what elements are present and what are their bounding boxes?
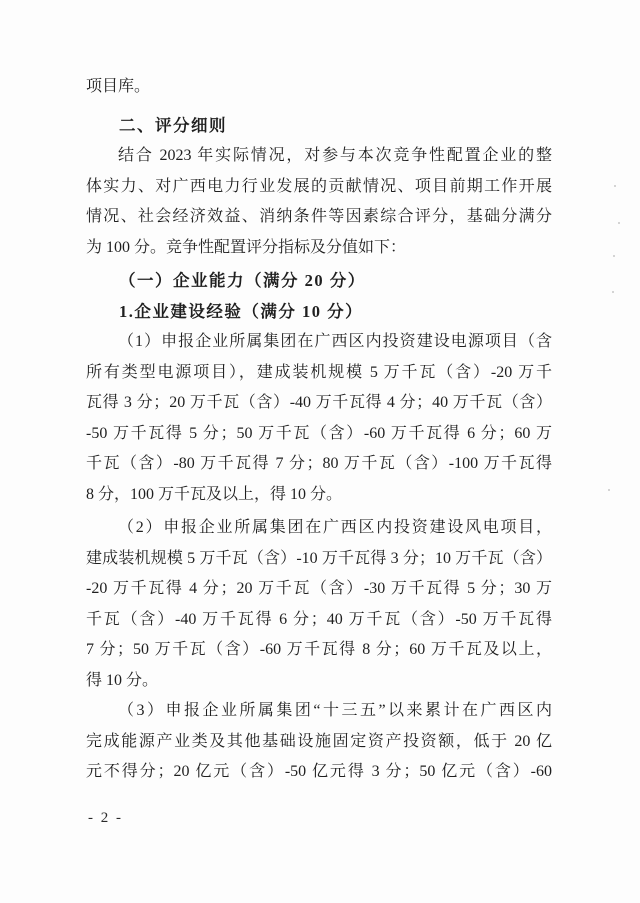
scan-noise-dot [613, 255, 615, 257]
paragraph-item-1 [86, 327, 552, 510]
sub-heading-text: 1.企业建设经验（满分 10 分） [119, 301, 364, 321]
text-line: 瓦得 3 分；20 万千瓦（含）-40 万千瓦得 4 分；40 万千瓦（含） [86, 394, 552, 411]
text-line: （1）申报企业所属集团在广西区内投资建设电源项目（含 [118, 333, 552, 350]
text-line: （3）申报企业所属集团“十三五”以来累计在广西区内 [118, 702, 552, 719]
text-line: 情况、社会经济效益、消纳条件等因素综合评分，基础分满分 [86, 208, 552, 225]
text-line: 结合 2023 年实际情况，对参与本次竞争性配置企业的整 [118, 147, 552, 164]
text-line: 为 100 分。竞争性配置评分指标及分值如下： [86, 238, 407, 256]
text-line: 完成能源产业类及其他基础设施固定资产投资额，低于 20 亿 [86, 732, 552, 750]
text-line: -50 万千瓦得 5 分；50 万千瓦（含）-60 万千瓦得 6 分；60 万 [86, 424, 552, 442]
sub-heading-enterprise-capability [86, 266, 552, 297]
paragraph-intro [86, 141, 552, 263]
section-heading-text: 二、评分细则 [119, 115, 227, 135]
text-line: 项目库。 [86, 78, 151, 95]
paragraph-item-3 [86, 696, 552, 788]
page-number: - 2 - [88, 810, 123, 826]
text-line: 体实力、对广西电力行业发展的贡献情况、项目前期工作开展 [86, 177, 552, 195]
paragraph-continuation [86, 72, 552, 103]
paragraph-item-2 [86, 513, 552, 696]
document-body [86, 72, 552, 788]
text-line: 千瓦（含）-80 万千瓦得 7 分；80 万千瓦（含）-100 万千瓦得 [86, 455, 552, 472]
text-line: -20 万千瓦得 4 分；20 万千瓦（含）-30 万千瓦得 5 分；30 万 [86, 580, 552, 597]
scan-noise-dot [608, 489, 610, 491]
text-line: 8 分，100 万千瓦及以上，得 10 分。 [86, 485, 343, 503]
text-line: 7 分；50 万千瓦（含）-60 万千瓦得 8 分；60 万千瓦及以上， [86, 641, 552, 658]
scan-noise-dot [612, 291, 614, 293]
sub-heading-construction-experience [86, 297, 552, 328]
text-line: 千瓦（含）-40 万千瓦得 6 分；40 万千瓦（含）-50 万千瓦得 [86, 610, 552, 628]
scan-noise-dot [618, 222, 620, 224]
text-line: （2）申报企业所属集团在广西区内投资建设风电项目， [118, 519, 552, 536]
sub-heading-text: （一）企业能力（满分 20 分） [119, 271, 366, 290]
section-heading [86, 111, 552, 142]
text-line: 得 10 分。 [86, 671, 159, 689]
text-line: 所有类型电源项目），建成装机规模 5 万千瓦（含）-20 万千 [86, 363, 552, 381]
scan-noise-dot [614, 185, 616, 187]
text-line: 建成装机规模 5 万千瓦（含）-10 万千瓦得 3 分；10 万千瓦（含） [86, 549, 552, 567]
text-line: 元不得分；20 亿元（含）-50 亿元得 3 分；50 亿元（含）-60 [86, 763, 552, 780]
